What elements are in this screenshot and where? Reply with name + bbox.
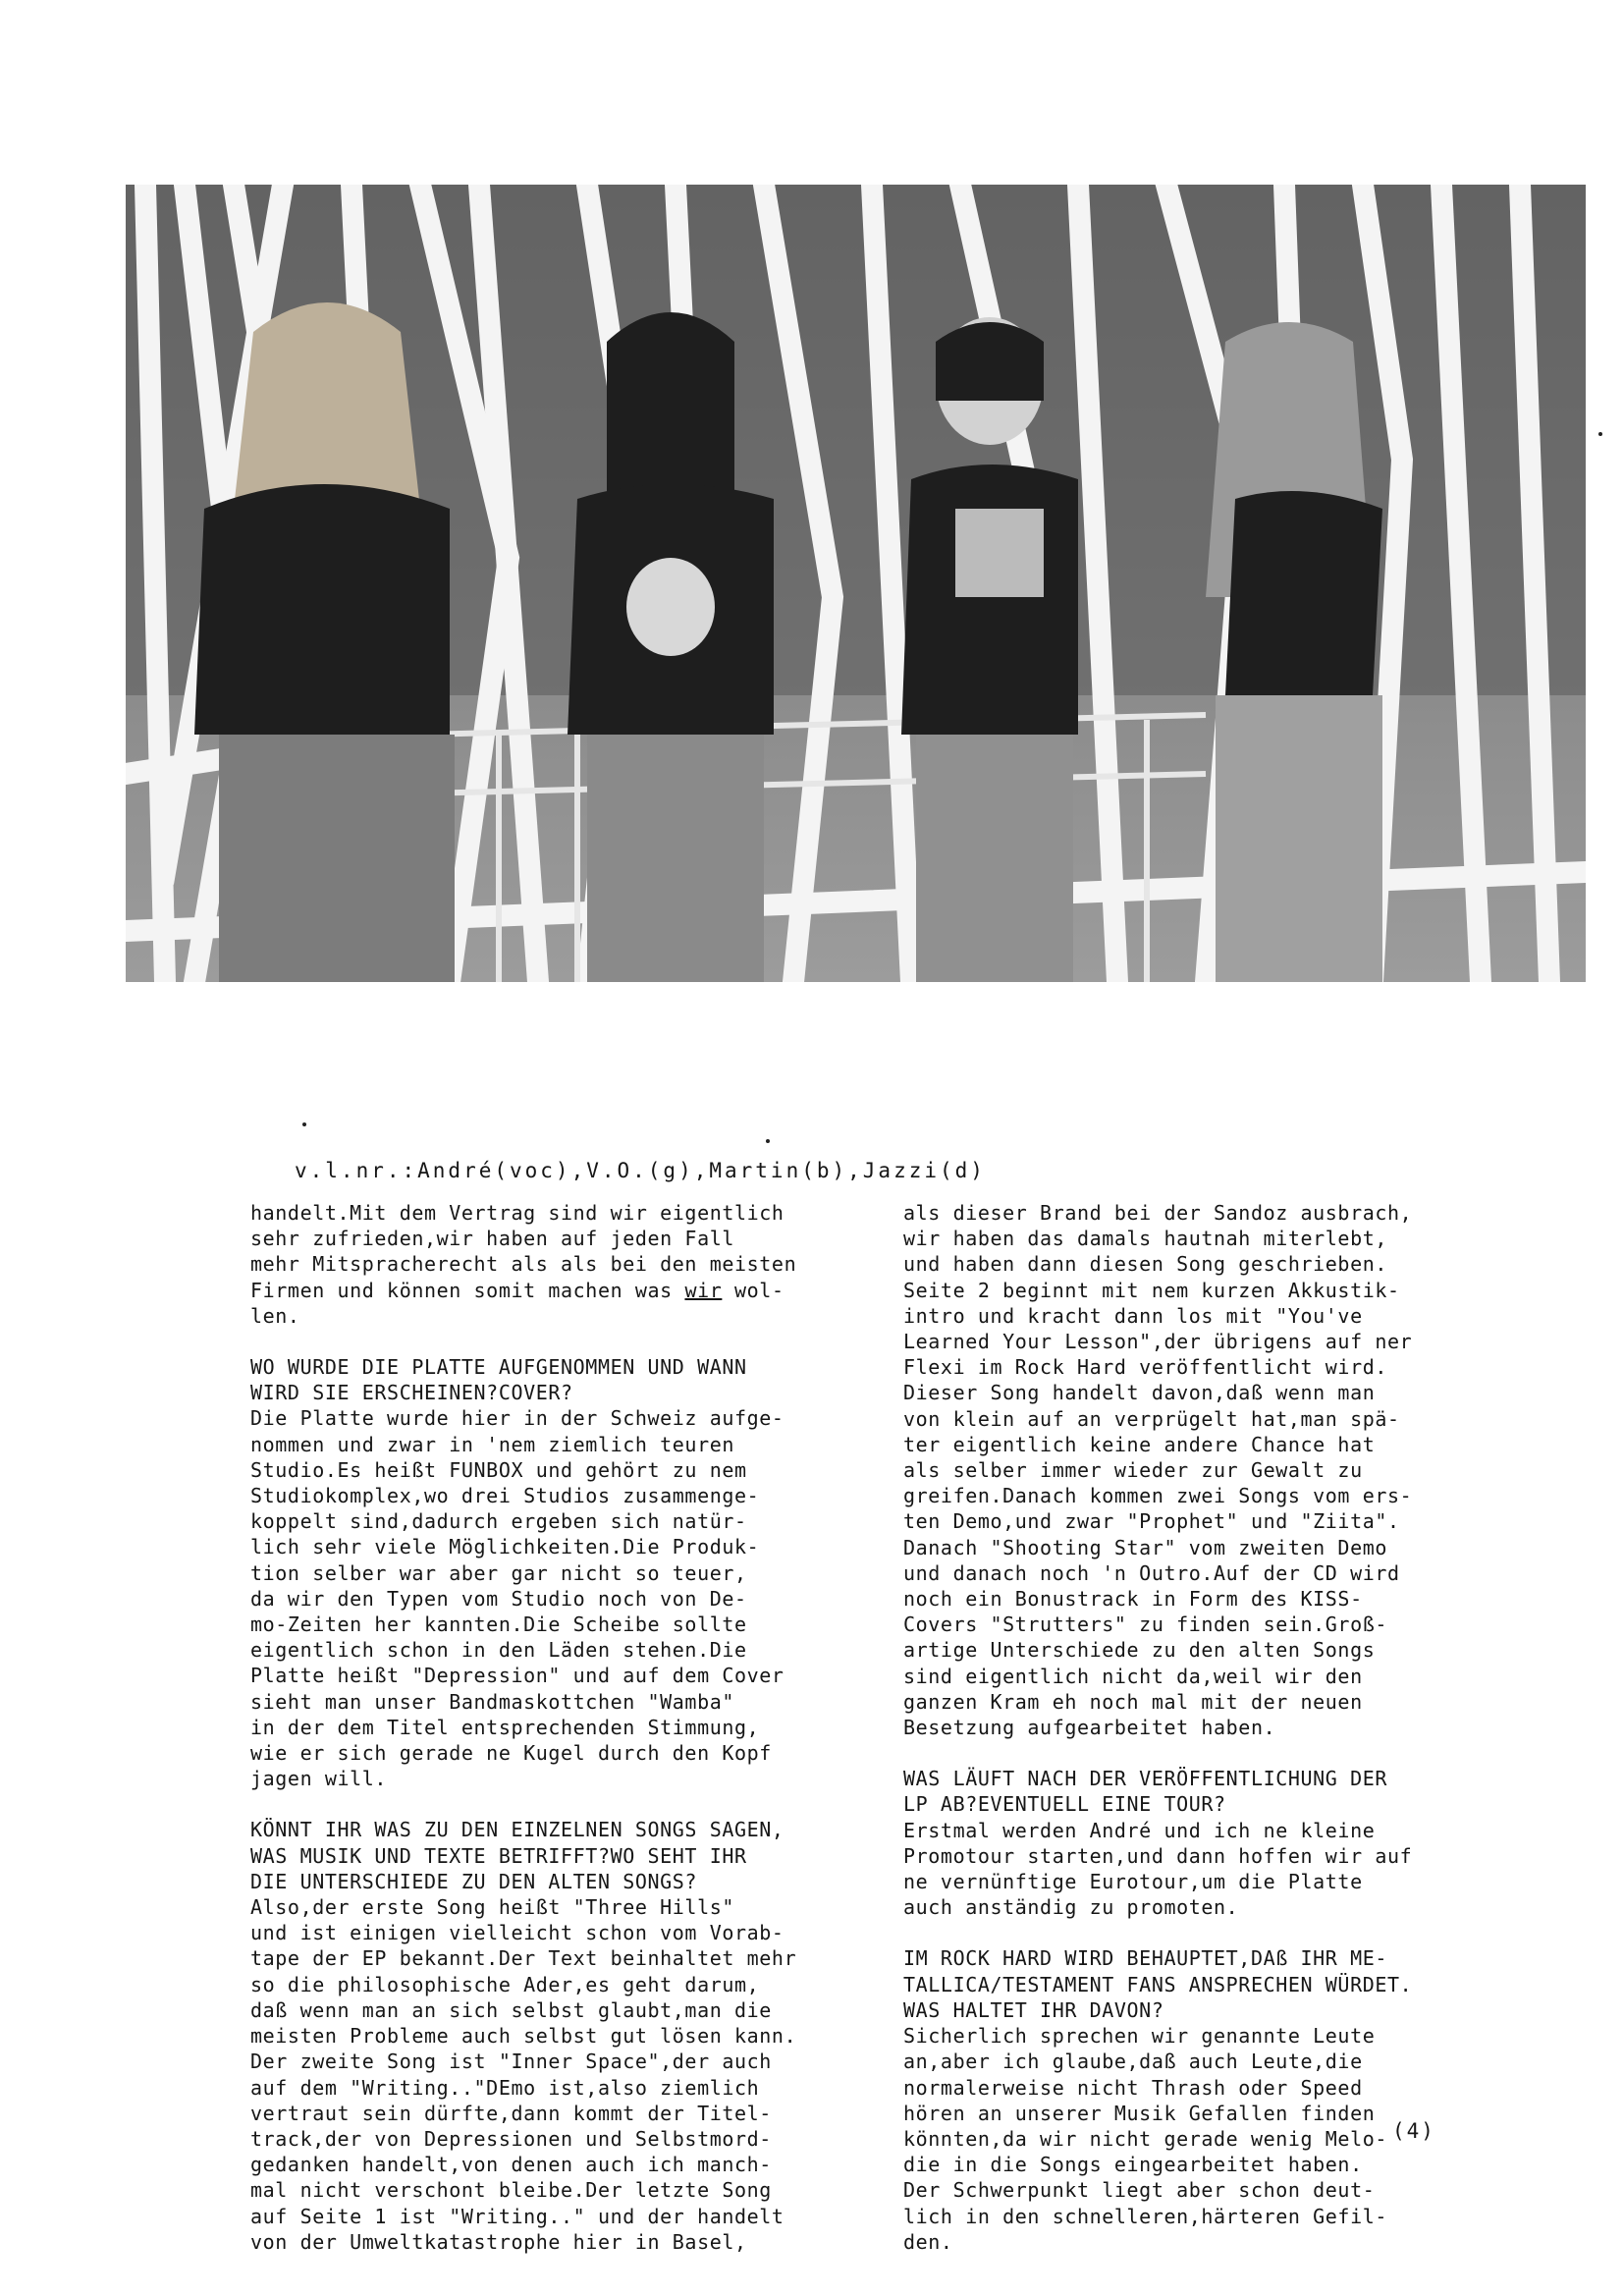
scan-speck	[766, 1139, 770, 1143]
photo-caption: v.l.nr.:André(voc),V.O.(g),Martin(b),Jazzi(d)	[295, 1159, 986, 1182]
band-photo-icon	[126, 185, 1586, 982]
band-photo	[126, 185, 1586, 982]
interview-question: KÖNNT IHR WAS ZU DEN EINZELNEN SONGS SAGEN, WAS MUSIK UND TEXTE BETRIFFT?WO SEHT IHR DIE UNTERSCHIEDE ZU DEN ALTEN SONGS?	[250, 1818, 784, 1893]
answer-paragraph: als dieser Brand bei der Sandoz ausbrach, wir haben das damals hautnah miterlebt, und haben dann diesen Song geschrieben. Seite 2 beginnt mit nem kurzen Akkustik- intro und kracht dann los mit "You've Learned Your Lesson",der übrigens auf ner Flexi im Rock Hard veröffentlicht wird. Dieser Song handelt davon,daß wenn man von klein auf an verprügelt hat,man spä- ter eigentlich keine andere Chance hat als selber immer wieder zur Gewalt zu greifen.Danach kommen zwei Songs vom ers- ten Demo,und zwar "Prophet" und "Ziita". Danach "Shooting Star" vom zweiten Demo und danach noch 'n Outro.Auf der CD wird noch ein Bonustrack in Form des KISS- Covers "Strutters" zu finden sein.Groß- artige Unterschiede zu den alten Songs sind eigentlich nicht da,weil wir den ganzen Kram eh noch mal mit der neuen Besetzung aufgearbeitet haben.	[903, 1201, 1413, 1740]
emphasized-word: wir	[684, 1278, 723, 1302]
scan-speck	[1598, 432, 1602, 436]
answer-paragraph: handelt.Mit dem Vertrag sind wir eigentlich sehr zufrieden,wir haben auf jeden Fall mehr Mitspracherecht als als bei den meisten Firmen und können somit machen was wir wol- len.	[250, 1201, 797, 1328]
interview-question: IM ROCK HARD WIRD BEHAUPTET,DAß IHR ME- TALLICA/TESTAMENT FANS ANSPRECHEN WÜRDET. WAS HALTET IHR DAVON?	[903, 1946, 1413, 2022]
answer-paragraph: Die Platte wurde hier in der Schweiz aufge- nommen und zwar in 'nem ziemlich teuren Studio.Es heißt FUNBOX und gehört zu nem Studiokomplex,wo drei Studios zusammenge- koppelt sind,dadurch ergeben sich natür- lich sehr viele Möglichkeiten.Die Produk- tion selber war aber gar nicht so teuer, da wir den Typen vom Studio noch von De- mo-Zeiten her kannten.Die Scheibe sollte eigentlich schon in den Läden stehen.Die Platte heißt "Depression" und auf dem Cover sieht man unser Bandmaskottchen "Wamba" in der dem Titel entsprechenden Stimmung, wie er sich gerade ne Kugel durch den Kopf jagen will.	[250, 1406, 784, 1791]
interview-question: WAS LÄUFT NACH DER VERÖFFENTLICHUNG DER LP AB?EVENTUELL EINE TOUR?	[903, 1767, 1387, 1817]
page-number: (4)	[1392, 2119, 1435, 2143]
left-column	[250, 1200, 830, 2280]
interview-question: WO WURDE DIE PLATTE AUFGENOMMEN UND WANN WIRD SIE ERSCHEINEN?COVER?	[250, 1355, 747, 1405]
scan-speck	[302, 1122, 306, 1126]
right-column	[903, 1200, 1483, 2280]
answer-paragraph: Also,der erste Song heißt "Three Hills" und ist einigen vielleicht schon vom Vorab- tape der EP bekannt.Der Text beinhaltet mehr so die philosophische Ader,es geht darum, daß wenn man an sich selbst glaubt,man die meisten Probleme auch selbst gut lösen kann. Der zweite Song ist "Inner Space",der auch auf dem "Writing.."DEmo ist,also ziemlich vertraut sein dürfte,dann kommt der Titel- track,der von Depressionen und Selbstmord- gedanken handelt,von denen auch ich manch- mal nicht verschont bleibe.Der letzte Song auf Seite 1 ist "Writing.." und der handelt von der Umweltkatastrophe hier in Basel,	[250, 1895, 797, 2254]
answer-paragraph: Sicherlich sprechen wir genannte Leute an,aber ich glaube,daß auch Leute,die normalerweise nicht Thrash oder Speed hören an unserer Musik Gefallen finden könnten,da wir nicht gerade wenig Melo- die in die Songs eingearbeitet haben. Der Schwerpunkt liegt aber schon deut- lich in den schnelleren,härteren Gefil- den.	[903, 2024, 1387, 2254]
answer-paragraph: Erstmal werden André und ich ne kleine Promotour starten,und dann hoffen wir auf ne vernünftige Eurotour,um die Platte auch anständig zu promoten.	[903, 1818, 1413, 1920]
